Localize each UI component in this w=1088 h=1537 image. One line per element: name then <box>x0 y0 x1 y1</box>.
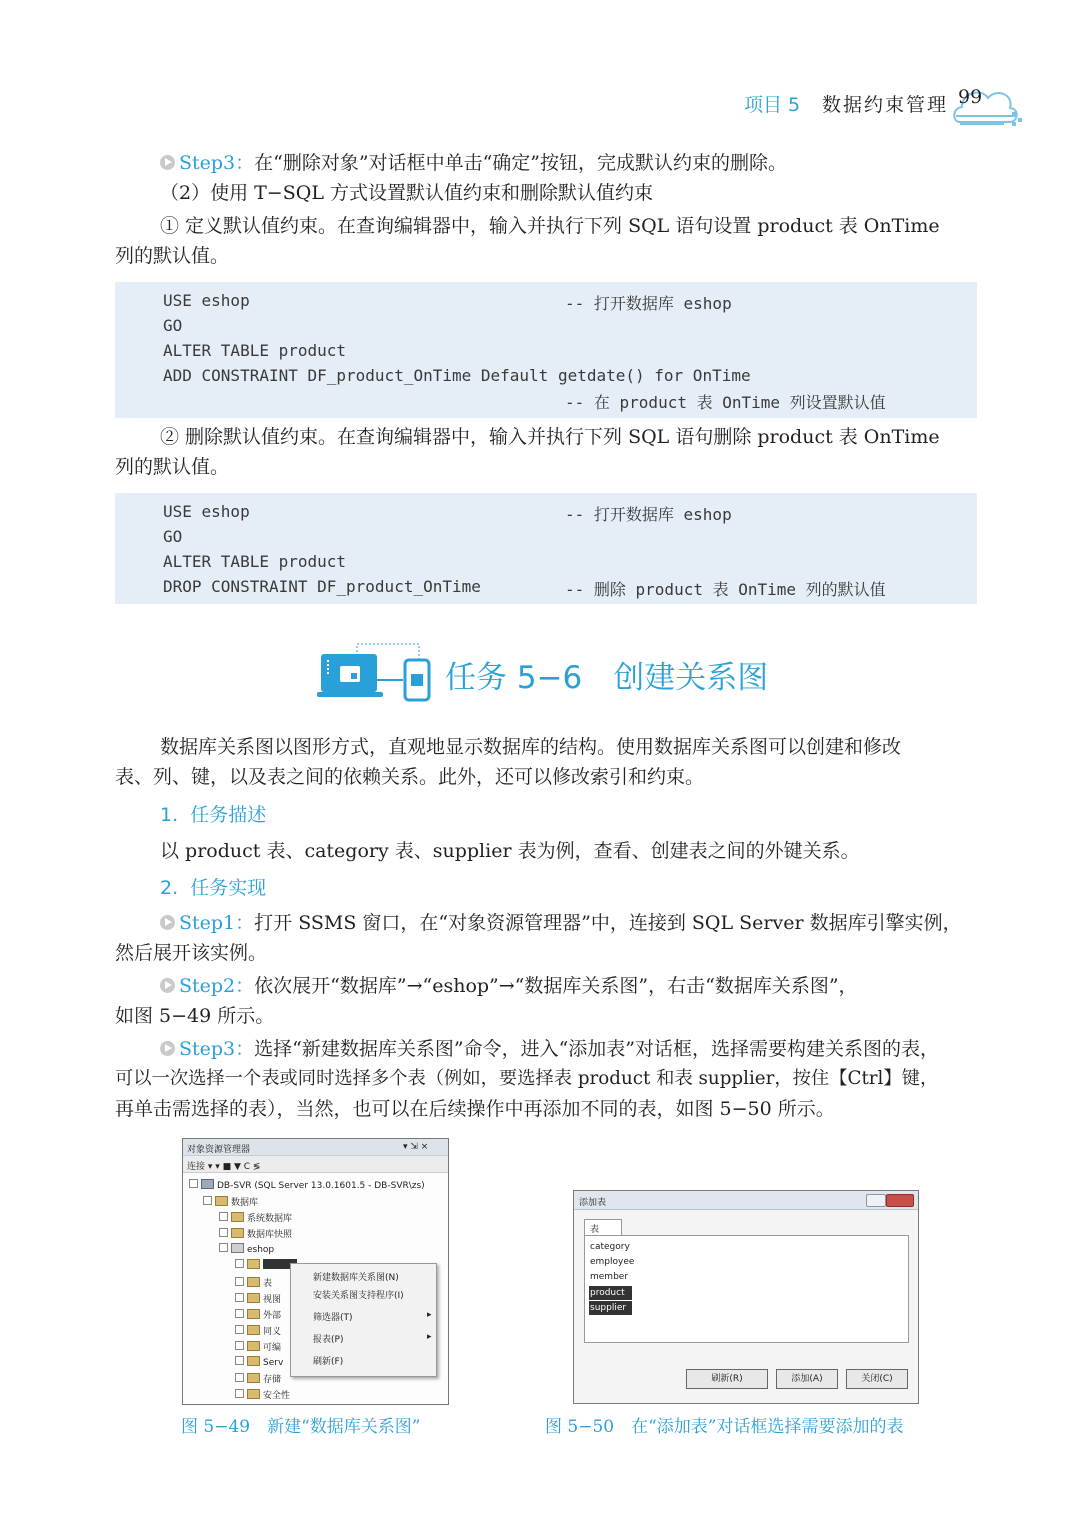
submenu-arrow-icon: ▸ <box>427 1310 432 1320</box>
subsection-2-heading <box>160 873 266 900</box>
code-line: USE eshop <box>163 291 250 310</box>
step3-line2: 可以一次选择一个表或同时选择多个表（例如，要选择表 product 和表 supplier，按住【Ctrl】键， <box>115 1068 939 1089</box>
tree-node <box>235 1292 281 1305</box>
subsection-title: 任务实现 <box>190 877 267 899</box>
tree-node <box>235 1324 281 1337</box>
code-line: GO <box>163 316 183 335</box>
tree-node-selected <box>235 1259 297 1271</box>
play-bullet-icon <box>160 155 175 170</box>
step3-line1 <box>160 1034 939 1064</box>
step-label: Step3： <box>179 152 255 174</box>
code-line: ALTER TABLE product <box>163 341 347 360</box>
tree-label: 表 <box>263 1279 273 1289</box>
header-chapter: 项目 5 <box>744 94 801 116</box>
tree-node <box>219 1243 274 1255</box>
tree-node <box>219 1211 292 1224</box>
code-comment: -- 打开数据库 eshop <box>565 294 732 313</box>
help-icon[interactable] <box>866 1194 886 1207</box>
close-button[interactable]: 关闭(C) <box>846 1369 908 1389</box>
code-line: GO <box>163 527 183 546</box>
list-item[interactable]: employee <box>590 1257 635 1267</box>
panel-title: 对象资源管理器 <box>187 1145 251 1155</box>
tree-label: 同义 <box>263 1327 282 1337</box>
step1-line2: 然后展开该实例。 <box>115 942 268 964</box>
tree-label: 视图 <box>263 1295 282 1305</box>
tree-node <box>235 1388 290 1401</box>
menu-item-filter[interactable]: 筛选器(T) <box>313 1313 353 1323</box>
tab-label: 表 <box>590 1225 600 1235</box>
refresh-button[interactable]: 刷新(R) <box>686 1369 768 1389</box>
step2-line1 <box>160 971 858 1001</box>
item-2-1-line2: 列的默认值。 <box>115 245 230 267</box>
menu-item-reports[interactable]: 报表(P) <box>313 1335 344 1345</box>
item-2-1-line1: ① 定义默认值约束。在查询编辑器中，输入并执行下列 SQL 语句设置 product 表 OnTime <box>160 215 940 237</box>
task-description: 以 product 表、category 表、supplier 表为例，查看、创建表之间的外键关系。 <box>160 840 860 862</box>
toolbar-text: 连接 ▾ ▾ ■ ▼ C ≶ <box>187 1162 261 1172</box>
tree-label: 数据库快照 <box>247 1230 293 1240</box>
panel-titlebar <box>183 1139 448 1156</box>
play-bullet-icon <box>160 1041 175 1056</box>
item-2-2-line1: ② 删除默认值约束。在查询编辑器中，输入并执行下列 SQL 语句删除 product 表 OnTime <box>160 426 940 448</box>
subsection-number: 2. <box>160 877 179 899</box>
list-item[interactable]: member <box>590 1272 629 1282</box>
tree-node <box>235 1308 281 1321</box>
step-label: Step3： <box>179 1038 255 1060</box>
header-title: 数据约束管理 <box>822 94 949 116</box>
item-2-heading: （2）使用 T−SQL 方式设置默认值约束和删除默认值约束 <box>160 182 653 204</box>
intro-line2: 表、列、键，以及表之间的依赖关系。此外，还可以修改索引和约束。 <box>115 766 705 788</box>
subsection-number: 1. <box>160 804 179 826</box>
tree-node <box>235 1340 281 1353</box>
tree-node <box>219 1227 292 1240</box>
table-list[interactable] <box>584 1235 909 1343</box>
code-line: USE eshop <box>163 502 250 521</box>
step-text: 打开 SSMS 窗口，在“对象资源管理器”中，连接到 SQL Server 数据库引擎实例， <box>254 912 962 934</box>
code-comment: -- 在 product 表 OnTime 列设置默认值 <box>565 393 886 412</box>
tree-node <box>235 1276 272 1289</box>
code-comment: -- 打开数据库 eshop <box>565 505 732 524</box>
panel-toolbar <box>183 1156 448 1173</box>
tree-label: 安全性 <box>263 1391 291 1401</box>
dialog-titlebar <box>574 1191 918 1210</box>
tree-node <box>235 1356 283 1368</box>
play-bullet-icon <box>160 915 175 930</box>
page-number: 99 <box>958 86 983 108</box>
figure-caption-5-49: 图 5−49 新建“数据库关系图” <box>181 1417 421 1437</box>
tree-server-node <box>189 1179 425 1191</box>
step2-line2: 如图 5−49 所示。 <box>115 1005 275 1027</box>
object-explorer-screenshot <box>182 1138 449 1405</box>
step-text: 选择“新建数据库关系图”命令，进入“添加表”对话框，选择需要构建关系图的表， <box>254 1038 940 1060</box>
close-icon[interactable] <box>886 1194 914 1207</box>
menu-item-install-support[interactable]: 安装关系图支持程序(I) <box>313 1291 404 1301</box>
code-block-2 <box>115 493 977 604</box>
tab-tables[interactable] <box>584 1219 622 1236</box>
add-button[interactable]: 添加(A) <box>776 1369 838 1389</box>
list-item[interactable]: category <box>590 1242 630 1252</box>
context-menu <box>290 1263 437 1377</box>
add-table-dialog-screenshot <box>573 1190 919 1404</box>
tree-node <box>235 1372 281 1385</box>
menu-item-new-diagram[interactable]: 新建数据库关系图(N) <box>313 1273 399 1283</box>
step3-paragraph <box>160 148 787 178</box>
subsection-title: 任务描述 <box>190 804 267 826</box>
step-text: 在“删除对象”对话框中单击“确定”按钮，完成默认约束的删除。 <box>254 152 788 174</box>
step1-line1 <box>160 908 962 938</box>
tree-label: 可编 <box>263 1343 282 1353</box>
tree-label: 存储 <box>263 1375 282 1385</box>
item-2-2-line2: 列的默认值。 <box>115 456 230 478</box>
play-bullet-icon <box>160 978 175 993</box>
list-item-selected[interactable]: supplier <box>589 1301 632 1315</box>
figure-caption-5-50: 图 5−50 在“添加表”对话框选择需要添加的表 <box>545 1417 904 1437</box>
subsection-1-heading <box>160 800 266 827</box>
submenu-arrow-icon: ▸ <box>427 1332 432 1342</box>
tree-label: DB-SVR (SQL Server 13.0.1601.5 - DB-SVR\zs) <box>217 1181 425 1191</box>
intro-line1: 数据库关系图以图形方式，直观地显示数据库的结构。使用数据库关系图可以创建和修改 <box>160 736 902 758</box>
section-title: 任务 5−6 创建关系图 <box>445 660 769 696</box>
step-label: Step2： <box>179 975 255 997</box>
step3-line3: 再单击需选择的表），当然，也可以在后续操作中再添加不同的表，如图 5−50 所示。 <box>115 1098 835 1120</box>
tree-label: 外部 <box>263 1311 282 1321</box>
code-line: ADD CONSTRAINT DF_product_OnTime Default getdate() for OnTime <box>163 366 751 385</box>
tree-label: eshop <box>247 1245 275 1255</box>
step-label: Step1： <box>179 912 255 934</box>
code-block-1 <box>115 282 977 418</box>
step-text: 依次展开“数据库”→“eshop”→“数据库关系图”，右击“数据库关系图”， <box>254 975 858 997</box>
menu-item-refresh[interactable]: 刷新(F) <box>313 1357 344 1367</box>
laptop-phone-sync-icon <box>315 640 435 702</box>
code-comment: -- 删除 product 表 OnTime 列的默认值 <box>565 580 886 599</box>
code-line: DROP CONSTRAINT DF_product_OnTime <box>163 577 481 596</box>
dialog-title: 添加表 <box>579 1198 607 1208</box>
tree-label: 系统数据库 <box>247 1214 293 1224</box>
code-line: ALTER TABLE product <box>163 552 347 571</box>
tree-label: 数据库 <box>231 1198 259 1208</box>
tree-node <box>203 1195 258 1208</box>
list-item-selected[interactable]: product <box>589 1286 632 1300</box>
tree-label: Serv <box>263 1358 284 1368</box>
panel-window-controls: ▾ ⇲ × <box>403 1142 429 1152</box>
